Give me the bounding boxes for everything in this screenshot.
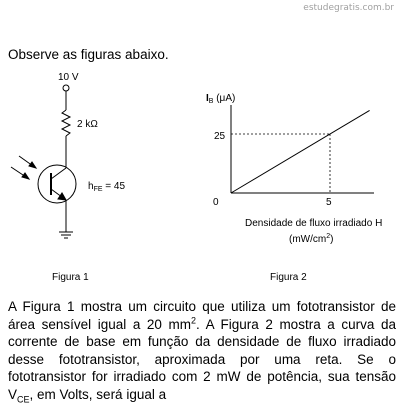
- supply-terminal: [63, 85, 69, 91]
- data-line: [231, 110, 370, 193]
- question-sub: CE: [17, 394, 30, 405]
- x-tick-label: 5: [326, 197, 332, 208]
- y-axis-label: $I_B$ (μA): [206, 93, 236, 105]
- graph-figure-2: [206, 93, 382, 245]
- transistor-collector: [51, 168, 66, 179]
- light-arrows: [11, 156, 36, 179]
- hfe-label: $h_{FE} = 45$: [88, 181, 126, 193]
- x-axis-label-line2: $(mW/cm^2)$: [289, 233, 334, 245]
- ground-symbol: [59, 232, 73, 238]
- question-text: [8, 298, 396, 403]
- question-part-2: . A Figura 2 mostra a curva da corrente de base em função da densidade de fluxo irradiado desse fototransistor, aproximada por uma reta. Se o fototransistor for irradiado com 2 mW de potência, sua tensão V: [8, 316, 396, 402]
- figure-1-caption: Figura 1: [52, 272, 89, 283]
- origin-label: 0: [213, 197, 219, 208]
- emitter-arrow: [58, 193, 66, 200]
- y-tick-label: 25: [214, 131, 226, 142]
- supply-label: 10 V: [58, 72, 79, 83]
- question-sup: 2: [191, 315, 197, 325]
- resistor: [62, 110, 70, 136]
- question-part-1: A Figura 1 mostra um circuito que utiliza um fototransistor de área sensível igual a 20 mm: [8, 299, 396, 332]
- phototransistor: [38, 165, 76, 203]
- circuit-figure-1: [11, 72, 125, 238]
- question-part-3: , em Volts, será igual a: [29, 386, 167, 402]
- intro-text: Observe as figuras abaixo.: [8, 47, 169, 62]
- watermark: estudegratis.com.br: [303, 3, 394, 13]
- x-axis-label-line1: Densidade de fluxo irradiado H: [245, 218, 383, 229]
- figure-2-caption: Figura 2: [270, 272, 307, 283]
- resistor-label: 2 kΩ: [77, 119, 98, 130]
